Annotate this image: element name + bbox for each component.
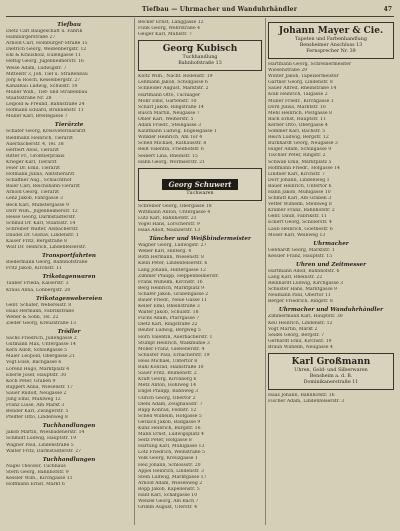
directory-entry: Kolb Heinrich, Talgasse 2	[268, 92, 328, 98]
section-heading: Tüncher und Weißbindermeister	[149, 236, 251, 243]
directory-entry: Gerhardt Emil, Kirchstr. 19	[268, 338, 332, 344]
directory-entry: Sachs Friedrich, Judengasse 2	[6, 336, 77, 342]
directory-entry: Fischer Adam, Lindenfelserstr. 3	[268, 399, 345, 405]
directory-entry: Berg Heinrich, Marktplatz 9	[138, 285, 205, 291]
directory-entry: Bauer Friedr., Neue Gasse 11	[138, 298, 208, 303]
directory-entry: Tauber Frieda, Kaiserstr. 3	[6, 281, 69, 287]
directory-entry: Seitz Peter, Hofgasse 8	[138, 438, 192, 444]
directory-entry: Auerbacherstr. 4, Tel. 38	[6, 141, 64, 147]
section-heading: Uhren und Zeitmesser	[295, 261, 367, 268]
directory-entry: Jung Emil, Mühlweg 12	[6, 396, 61, 402]
directory-entry: Kessler Wilh., Kirchgasse 11	[6, 475, 73, 481]
directory-entry: Hartmann Otto, Tuchlager	[138, 92, 201, 98]
advertisement-line: Bahnhofstraße 13	[178, 61, 222, 67]
directory-entry: Diehl Adam, Zeughausstr. 7	[138, 401, 203, 407]
directory-entry: Mann Ernst, Ludwigsplatz 4	[138, 432, 204, 438]
directory-entry: Heftig Georg, Jugenheimerstr. 16	[6, 59, 84, 65]
directory-entry: Eckert Georg, Schillerstr. 4	[268, 220, 332, 226]
directory-entry: Herbert Alois, Tierarzt	[6, 147, 60, 153]
directory-entry: Wolf Dr. Heinrich, Lindenfelserstr.	[6, 245, 86, 251]
section-heading: Tiefbau	[57, 22, 81, 28]
directory-entry: Lang Johann, Hintergasse 12	[138, 267, 206, 273]
directory-entry: Rühl Konrad, Hainstraße 10	[138, 365, 204, 371]
directory-entry: Gebhardt Georg, Marktstr. 1	[268, 247, 335, 253]
section-heading: Trödler	[57, 329, 81, 336]
advertisement-line: Tuchhandlung	[182, 55, 218, 61]
directory-entry: Schneider August, Marktstr. 2	[138, 86, 209, 92]
advertisement-line: Fernsprecher Nr. 39	[306, 49, 356, 54]
directory-entry: Bach Ernst, Hauptstr. 11	[268, 116, 326, 122]
directory-entry: Wagner Paul, Lindenstraße 5	[6, 442, 74, 448]
directory-entry: Staatsstraße Nr. 28	[6, 96, 52, 102]
directory-entry: Schreiber Georg, Obergasse 18	[138, 203, 212, 209]
directory-entry: Feier Dr. Emil, Tierarzt	[6, 165, 61, 171]
directory-entry: Stumpf Heinrich, Walkmühle 3	[138, 340, 210, 346]
directory-entry: Horn Valentin, Auerbacherstr. 1	[138, 334, 213, 340]
directory-entry: Walter Jakob, Schulstr. 18	[138, 310, 199, 316]
directory-entry: Schmid Dr. Karl, Staatsstr. 14	[6, 220, 76, 226]
directory-entry: Ohler Karl, Weiherstr. 5	[138, 116, 194, 122]
directory-entry: Möser Karl, Weinweg 13	[268, 232, 326, 238]
directory-entry: Winter Jakob, Tapeziermeister	[268, 74, 339, 80]
directory-entry: Hartmann Georg, Schreinermeister	[268, 62, 352, 67]
directory-entry: Keil Heinrich, Lindenstr. 12	[268, 320, 333, 326]
directory-entry: Mohr Emil, Gartenstr. 10	[138, 98, 197, 104]
directory-entry: Sommer Karl, Bachstr. 5	[268, 129, 326, 135]
directory-entry: Haas Adolf, Mainzerstr. 13	[138, 228, 201, 234]
directory-entry: Sauer Fritz, Blumenstr. 2	[138, 371, 197, 377]
directory-entry: Arnold Adam, Wiesenweg 2	[138, 480, 203, 486]
directory-entry: Kaufmann Ludwig, Engelsgasse 1	[138, 129, 217, 135]
directory-entry: Hofmann Eduard, Brunnenstr. 11	[6, 108, 84, 114]
directory-entry: Koch Peter, Graben 9	[6, 378, 56, 384]
directory-entry: Dorn Julius, Marktstr. 16	[268, 104, 326, 110]
directory-entry: Sauer Rudolf, Neugasse 2	[6, 390, 67, 396]
directory-entry: Stein Ludwig, Marktgasse 17	[138, 474, 207, 480]
directory-entry: Vetter Wilhelm, Steinweg 8	[268, 202, 332, 208]
advertisement-line: Uhren, Gold- und Silberwaren	[294, 368, 368, 374]
directory-entry: Grimm August, Uferstr. 4	[138, 505, 198, 511]
directory-entry: Walter Fritz, Darmstädterstr. 27	[6, 448, 82, 454]
directory-entry: Zimmermann Karl, Hauptstr. 30	[268, 314, 343, 320]
directory-entry: Zimmer Philipp, Heppenheimerstr.	[138, 273, 220, 279]
directory-entry: Vogt Elise, Bachgasse 6	[6, 360, 62, 366]
advertisement-line: Tapeten und Farbenhandlung	[295, 37, 367, 42]
directory-entry: Geiger Karl, Mühlstr. 7	[138, 32, 192, 38]
directory-entry: Hahn Jakob, Mühlgasse 10	[268, 189, 331, 195]
directory-entry: Rupp Konrad, Feldstr. 12	[138, 407, 197, 413]
directory-entry: Ruppert Anna, Wiesenstr. 17	[6, 384, 73, 390]
directory-entry: Weber Karl, Hinterg. 4	[138, 249, 192, 255]
directory-entry: Lorenz Hugo, Marktplatz 4	[6, 366, 70, 372]
section-heading: Tierärzte	[54, 122, 84, 129]
section-heading: Tuchhandlungen	[42, 423, 96, 430]
advertisement-line: Bensheimer Anschluss 13	[299, 43, 363, 48]
directory-entry: Ehl & Krausholz, Eulengasse 11	[6, 53, 81, 59]
directory-entry: Kunz Heinrich, Burgstr. 16	[138, 425, 201, 431]
directory-entry: Dietz Carl Baugeschäft u. Fabrik	[6, 29, 83, 34]
advertiser-name: Georg Kubisch	[162, 44, 238, 55]
directory-entry: Reich Ludwig, Bergstr. 12	[268, 135, 329, 141]
directory-entry: Müller Karl, Breitegasse 7	[6, 114, 68, 120]
advertiser-name: Karl Großmann	[291, 357, 371, 368]
directory-entry: Gärtner Georg, Lindenstr. 8	[268, 80, 333, 86]
directory-entry: Bauer Heinrich, Untertor 6	[268, 183, 332, 189]
directory-entry: Hamburgerstraße 27	[6, 35, 56, 41]
directory-entry: Schaffner Aug., Schlachthof	[6, 178, 72, 184]
directory-entry: Adam Friedr., Steingasse 3	[138, 123, 202, 129]
directory-entry: Franz Luise, Am Markt 3	[6, 403, 65, 409]
directory-entry: Jakob Martin, Wiesbadenerstr. 14	[6, 430, 85, 436]
directory-entry: Laub Heinrich, Goethestr. 6	[268, 226, 333, 232]
directory-entry: Becker Ernst, Langgasse 12	[138, 20, 204, 25]
directory-entry: Maier Leopold, Obergasse 21	[6, 354, 75, 360]
directory-entry: Biedermann Georg, Bahnhofstraße	[6, 260, 88, 266]
directory-entry: Roth Hermann, Wiesenstr. 8	[138, 255, 204, 261]
directory-entry: Eberle Josef, Hauptstr. 30	[6, 372, 67, 378]
directory-entry: Hartmann Adolf, Bahnhofstr. 6	[268, 268, 340, 274]
advertisement-line: Tuchwaren	[186, 190, 214, 196]
directory-entry: Fuchs Adam, Pfarrgasse 7	[138, 316, 200, 322]
column-right	[268, 20, 394, 527]
directory-entry: Wittmann Anton, Untergasse 4	[138, 209, 211, 215]
directory-entry: Kraft Georg, Kirchberg 6	[138, 377, 197, 383]
directory-entry: Vogt Martin, Markt 2	[268, 326, 318, 332]
advertisement-line: Bensheim a. d. B.	[309, 374, 353, 380]
section-heading: Transportfahrten	[42, 253, 96, 260]
directory-entry: Dörr Johann, Lindenweg 1	[268, 177, 330, 183]
directory-entry: Jörg & Rösch, Kesselbergstr. 27	[6, 77, 81, 83]
directory-entry: Müller Friedr., Kirchgasse 1	[268, 98, 334, 104]
running-title: Tiefbau — Uhrmacher und Wanduhrhändler	[142, 6, 298, 13]
directory-entry: Schäfer Jakob, Grabengasse 2	[138, 291, 209, 297]
advertiser-banner: Georg Schuwert	[162, 179, 237, 190]
directory-entry: Klein Peter, Lindenfelserstr. 6	[138, 261, 208, 267]
directory-entry: Mittelstr 3, Joh. Tief u. Straßenbau	[6, 71, 88, 77]
directory-entry: Zieder Georg, Kreuzstraße 13	[6, 320, 76, 326]
directory-entry: Heil Johann, Schlossstr. 20	[138, 462, 201, 468]
directory-entry: Funk Georg, Wehrstraße 4	[138, 26, 201, 32]
directory-entry: Hoffmann Ernst, Markt 6	[6, 482, 65, 487]
directory-entry: Leipold & Freund, Bahnstraße 24	[6, 102, 85, 108]
directory-entry: Appel Heinrich, Lindenstr. 3	[138, 468, 204, 474]
directory-entry: Kessler Franz, Hauptstr. 15	[268, 253, 333, 259]
directory-entry: Schmitt Karl, Am Graben 3	[268, 196, 332, 202]
directory-entry: Schuster Paul, Erbacherstr. 19	[138, 352, 210, 358]
directory-entry: Stern Georg, Bahnhofstr. 9	[6, 469, 69, 475]
directory-entry: Krämer Franz, Bahnhofstr. 2	[268, 208, 335, 214]
directory-entry: Arnold Georg, Tierarzt	[6, 190, 59, 196]
directory-entry: Kraus Anna, Lohbergstr. 20	[6, 287, 71, 293]
directory-entry: Tischler Peter, Ringstr. 2	[268, 153, 326, 159]
directory-entry: Schwab Emil, Marktplatz 5	[268, 159, 332, 165]
directory-entry: Mehl Heinrich, Postgasse 8	[268, 110, 332, 116]
section-heading: Uhrmacher	[313, 240, 349, 247]
directory-entry: Vogel Hans, Lorscherstr. 9	[138, 221, 200, 227]
directory-entry: Hilger Adam, Schulgasse 9	[268, 147, 332, 153]
column-left	[6, 20, 132, 527]
directory-entry: Müller Wilh., Tief- und Straßenbau	[6, 89, 88, 95]
directory-entry: Schreiber Walter, Alsbacherstr.	[6, 226, 79, 232]
directory-entry: Schuster Hans, Marktgasse 9	[268, 287, 337, 293]
directory-entry: Beck Karl, Münstergasse 9	[6, 202, 69, 208]
directory-entry: Scharf Jakob, Ringstraße 14	[138, 104, 204, 110]
directory-entry: Weise Adam, Ludwigstr. 7	[6, 65, 67, 71]
directory-entry: Lehmann Jakob, Schulgasse 6	[138, 80, 208, 86]
directory-entry: Kern Adolf, Schloßgasse 5	[6, 348, 68, 354]
column-divider	[134, 18, 135, 525]
directory-entry: Reinhardt Ludwig, Kirchgasse 3	[268, 281, 344, 287]
directory-entry: Kerber Otto, Obergasse 4	[268, 122, 328, 128]
section-heading: Uhrmacher und Wanduhrhändler	[278, 307, 384, 314]
directory-entry: Wenzel Georg, Am Bach 7	[138, 499, 199, 505]
directory-entry: Baier Carl, Reichsbahn-Tierarzt	[6, 184, 80, 190]
directory-entry: Braun Wilhelm, Neugasse 4	[268, 344, 333, 350]
section-heading: Trikotagenwebereien	[35, 295, 103, 302]
directory-entry: Dietz Karl, Ringstraße 22	[138, 322, 198, 328]
directory-entry: Pfeiffer Otto, Lindenweg 8	[6, 415, 68, 421]
directory-entry: Seidel Georg, Bergstr. 7	[268, 332, 325, 338]
directory-entry: Hartung Karl, Mühlgasse 13	[138, 444, 205, 450]
directory-entry: Berger Friedrich, Ringstr. 8	[268, 299, 333, 305]
column-divider	[265, 18, 266, 525]
directory-entry: Schmidt Ludwig, Hauptstr. 19	[6, 436, 77, 442]
directory-entry: Reiß Valentin, Friedhofstr. 6	[138, 147, 204, 153]
directory-entry: Volk Georg, Kreuzgasse 1	[138, 456, 198, 462]
directory-entry: Lenz Jakob, Fahrgasse 3	[6, 196, 63, 202]
directory-entry: Winkler Heinrich, Am Tor 4	[138, 135, 203, 141]
directory-entry: Arnold Carl, Homburger-Straße 15	[6, 41, 88, 47]
directory-entry: Wagner Georg, Ludwigstr. 27	[138, 243, 207, 249]
advertisement-box	[138, 168, 262, 201]
directory-entry: Lotz Friedrich, Weinstraße 5	[138, 450, 205, 456]
directory-entry: Hoffmann Friedr., Hofgasse 14	[268, 165, 340, 171]
directory-entry: Keller Emil, Rheinstraße 3	[138, 304, 200, 310]
directory-entry: Klotz Wilh., Nachf. Rodenstr. 19	[138, 74, 213, 80]
directory-entry: Haas Johann, Bahnhofstr. 16	[268, 393, 335, 399]
directory-entry: Dietrich Georg, Weißenbergstr. 12	[6, 47, 87, 53]
directory-entry: Möller Franz, Gießenerstr. 4	[138, 346, 205, 352]
directory-entry: Daudel Dr. Gustav, Lindenstr. 1	[6, 233, 79, 238]
advertisement-box	[138, 40, 262, 71]
directory-entry: Krieger Karl, Tierarzt	[6, 159, 57, 165]
directory-entry: Burkhardt Georg, Neugasse 3	[268, 141, 338, 147]
column-middle	[138, 20, 262, 527]
directory-entry: Lutz Karl, Bahnhofstr. 21	[138, 215, 197, 221]
directory-entry: Sauer Alfred, Rheinstraße 14	[268, 86, 337, 92]
directory-entry: Hess Michael, Untertor 8	[138, 358, 198, 364]
directory-entry: Schäfer Georg, Kreisveterinärarzt	[6, 129, 86, 135]
directory-entry: Haas Hermann, Fabrikstraße	[6, 308, 75, 314]
page-number: 47	[383, 6, 392, 13]
directory-entry: Gebr. Schäfer, Webereistr. 8	[6, 302, 72, 308]
directory-entry: Dörr Wilh., Jugenheimerstr. 12	[6, 208, 78, 214]
directory-entry: Lindner Karl, Kirchstr. 7	[268, 171, 325, 177]
directory-entry: Schell Michael, Rathausstr. 8	[138, 141, 207, 147]
page-header	[6, 4, 394, 17]
directory-entry: Frank Wilhelm, Kirchstr. 16	[138, 279, 203, 285]
directory-entry: Weber & Sohn, Tel. 22	[6, 314, 59, 320]
directory-entry: Bopp Jakob, Kapellenstr. 5	[138, 486, 200, 492]
directory-entry: Wiesenstraße 29	[268, 68, 308, 74]
advertisement-box	[268, 353, 394, 390]
directory-entry: Hofmann Julius, Amtstierarzt	[6, 172, 75, 178]
directory-entry: Busch Martin, Neugasse 7	[138, 110, 200, 116]
directory-entry: Nagel Theodor, Tuchhaus	[6, 463, 66, 469]
directory-entry: Seibert Lina, Rheinstr. 15	[138, 153, 198, 159]
directory-entry: Ritter Fr., Großtierpraxis	[6, 153, 65, 159]
directory-entry: Metz Anton, Hohlweg 14	[138, 383, 197, 389]
advertisement-line: Dominikanerstraße 11	[303, 380, 359, 386]
directory-entry: Engel Philipp, Bahnweg 3	[138, 389, 199, 395]
directory-entry: Hanf Karl, Schafgasse 10	[138, 493, 198, 498]
directory-entry: Reuter Ludwig, Bergweg 5	[138, 328, 201, 334]
directory-entry: Bender Karl, Zwingerstr. 5	[6, 409, 69, 415]
directory-entry: Gutmann Max, Untergasse 14	[6, 342, 76, 348]
directory-entry: Riedmann Heinrich, Tierarzt	[6, 135, 73, 141]
directory-entry: Lang Karl, Rheinstr. 22	[268, 275, 323, 280]
directory-entry: Hahn Georg, Wormserstr. 21	[138, 159, 205, 165]
directory-entry: Kaiser Fritz, Bergstraße 8	[6, 239, 67, 245]
directory-entry: Kanalbau Ludwig, Schulstr. 10	[6, 83, 78, 89]
directory-entry: Schell Wilhelm, Hofgasse 5	[138, 413, 202, 419]
directory-entry: Hesse Georg, Darmstädterstr.	[6, 214, 76, 220]
advertiser-name: Johann Mayer & Cie.	[278, 26, 384, 36]
section-heading: Trikotagenwaren	[42, 274, 96, 281]
directory-entry: Fritz Jakob, Kirchstr. 11	[6, 266, 62, 272]
directory-entry: Gerlach Jakob, Badgasse 9	[138, 419, 201, 425]
directory-entry: Ullrich Georg, Obertor 2	[138, 395, 196, 401]
directory-entry: Neumann Paul, Obertor 11	[268, 293, 331, 299]
section-heading: Tuchhandlungen	[42, 456, 96, 463]
advertisement-box	[268, 22, 394, 59]
directory-entry: Gebr. Daub, Fabrikstr. 11	[268, 214, 327, 220]
